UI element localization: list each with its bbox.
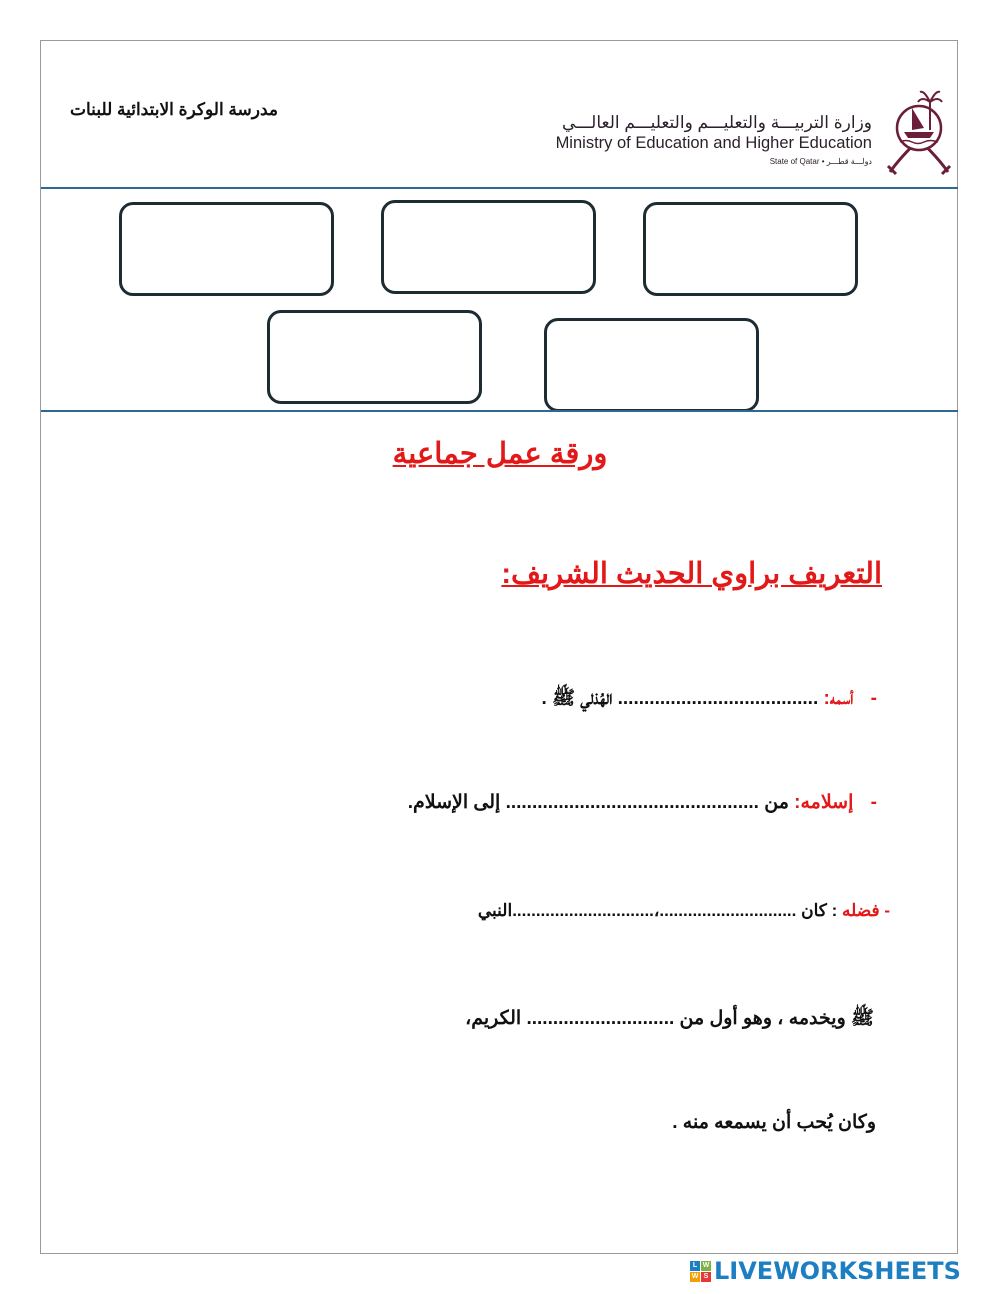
islam-text: من ................................................ إلى الإسلام. xyxy=(407,792,789,813)
logo-square: W xyxy=(691,1272,699,1280)
answer-box[interactable] xyxy=(643,202,858,296)
ministry-name-english: Ministry of Education and Higher Education xyxy=(555,134,872,152)
worksheet-title xyxy=(0,436,1000,471)
bullet-dash: - xyxy=(870,792,877,813)
school-name: مدرسة الوكرة الابتدائية للبنات xyxy=(70,100,278,119)
section-subtitle: التعريف براوي الحديث الشريف: xyxy=(501,558,882,590)
header-divider xyxy=(41,187,958,189)
answer-box[interactable] xyxy=(267,310,482,404)
answer-box[interactable] xyxy=(544,318,759,412)
bullet-dash: - xyxy=(884,901,890,920)
serve-text: ﷺ ويخدمه ، وهو أول من ............................ الكريم، xyxy=(465,1008,874,1029)
brand-name: LIVEWORKSHEETS xyxy=(714,1257,961,1285)
logo-square: L xyxy=(690,1261,700,1271)
serve-line xyxy=(465,1006,874,1034)
bullet-dash: - xyxy=(870,688,877,709)
boxes-divider xyxy=(41,410,958,412)
love-line xyxy=(672,1111,876,1134)
virtue-label: فضله xyxy=(841,901,880,920)
qatar-emblem-icon xyxy=(884,82,954,178)
answer-box[interactable] xyxy=(381,200,596,294)
logo-squares-icon xyxy=(690,1261,711,1282)
name-text: ...................................... الهُذلي ﷺ . xyxy=(541,688,819,709)
worksheet-title-text: ورقة عمل جماعية xyxy=(392,438,608,470)
state-of-qatar: State of Qatar • دولـــة قطـــر xyxy=(769,157,872,166)
answer-box[interactable] xyxy=(119,202,334,296)
virtue-text: : كان .............................،..............................النبي xyxy=(477,901,838,920)
ministry-block xyxy=(556,113,872,166)
logo-square: W xyxy=(702,1261,710,1269)
logo-square: S xyxy=(701,1272,711,1282)
liveworksheets-logo[interactable] xyxy=(690,1256,961,1286)
name-label: أسمه: xyxy=(823,688,854,709)
islam-label: إسلامه: xyxy=(794,792,854,813)
ministry-name-arabic: وزارة التربيـــة والتعليـــم والتعليـــم العالـــي xyxy=(562,113,872,132)
love-text: وكان يُحب أن يسمعه منه . xyxy=(672,1112,876,1133)
islam-line xyxy=(408,791,877,814)
virtue-line xyxy=(478,901,890,921)
name-line xyxy=(542,686,877,714)
